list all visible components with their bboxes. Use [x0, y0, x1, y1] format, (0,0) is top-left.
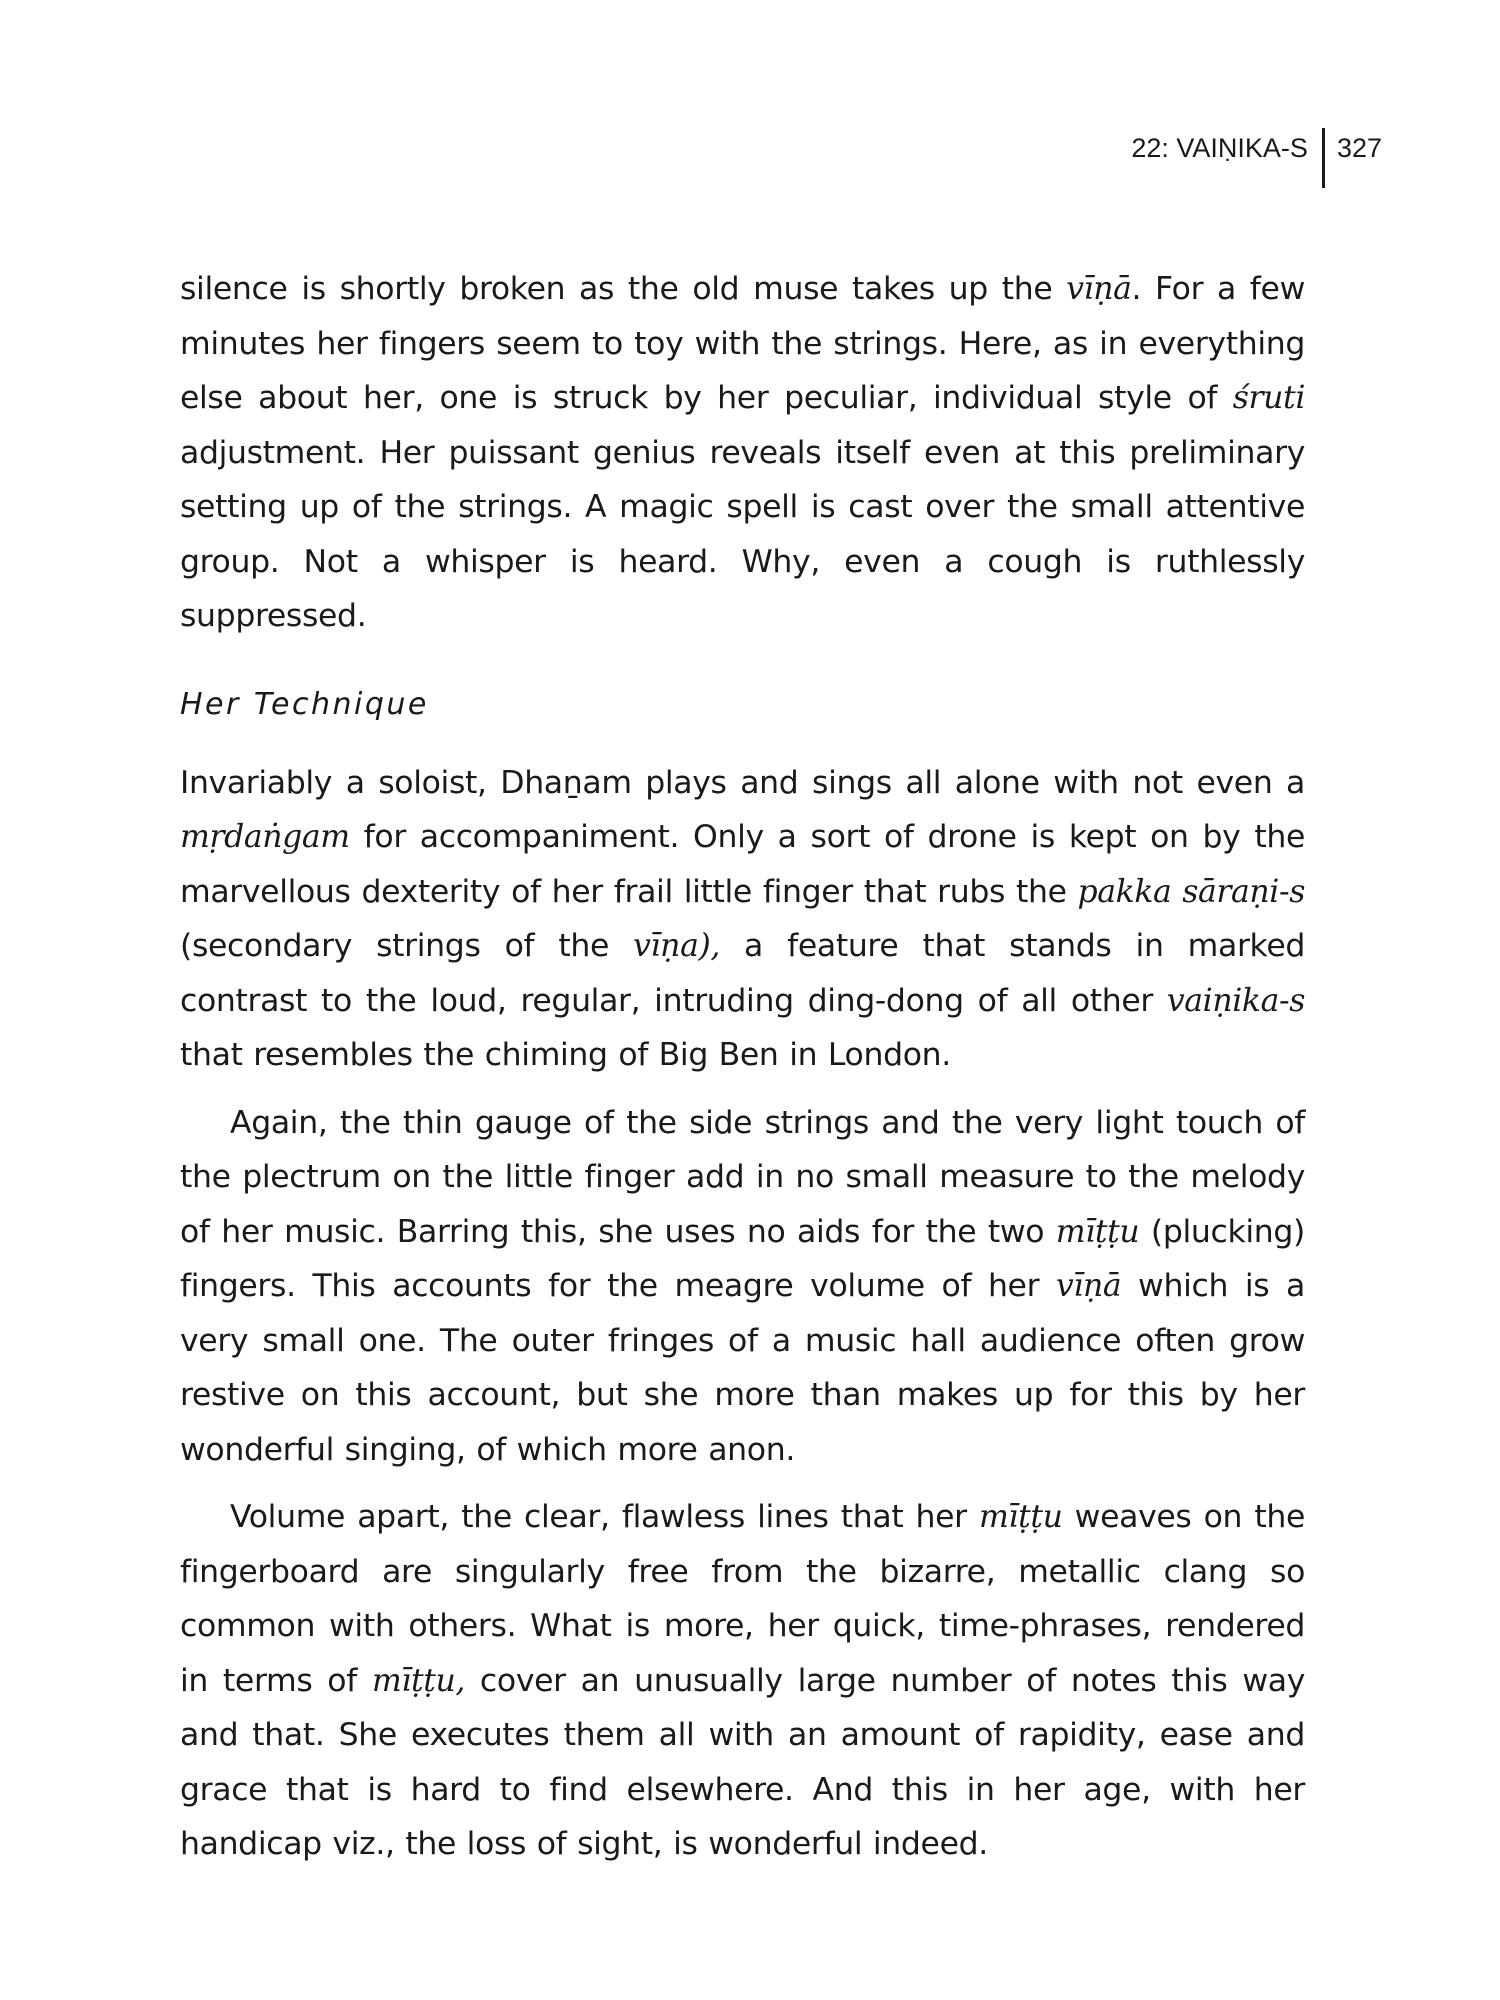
running-head: [1131, 128, 1382, 188]
paragraph-4: Volume apart, the clear, flawless lines that her mīṭṭu weaves on the fingerboard are singularly free from the bizarre, metallic clang so common with others. What is more, her quick, time-phrases, rendered in terms of mīṭṭu, cover an unusually large number of notes this way and that. She executes them all with an amount of rapidity, ease and grace that is hard to find elsewhere. And this in her age, with her handicap viz., the loss of sight, is wonderful indeed.: [180, 1499, 1305, 1862]
paragraph-3: Again, the thin gauge of the side strings and the very light touch of the plectrum on the little finger add in no small measure to the melody of her music. Barring this, she uses no aids for the two mīṭṭu (plucking) fingers. This accounts for the meagre volume of her vīṇā which is a very small one. The outer fringes of a music hall audience often grow restive on this account, but she more than makes up for this by her wonderful singing, of which more anon.: [180, 1104, 1305, 1468]
paragraph-2: Invariably a soloist, Dhaṉam plays and sings all alone with not even a mṛdaṅgam for accompaniment. Only a sort of drone is kept on by the marvellous dexterity of her frail little finger that rubs the pakka sāraṇi-s (secondary strings of the vīṇa), a feature that stands in marked contrast to the loud, regular, intruding ding-dong of all other vaiṇika-s that resembles the chiming of Big Ben in London.: [180, 764, 1306, 1073]
chapter-title: 22: VAIṆIKA-S: [1131, 133, 1308, 163]
paragraph-1: silence is shortly broken as the old muse takes up the vīṇā. For a few minutes her fingers seem to toy with the strings. Here, as in everything else about her, one is struck by her peculiar, individual style of śruti adjustment. Her puissant genius reveals itself even at this preliminary setting up of the strings. A magic spell is cast over the small attentive group. Not a whisper is heard. Why, even a cough is ruthlessly suppressed.: [180, 271, 1305, 634]
page-number: 327: [1336, 133, 1382, 163]
body-text: [180, 262, 1305, 1872]
section-heading: Her Technique: [180, 686, 429, 722]
